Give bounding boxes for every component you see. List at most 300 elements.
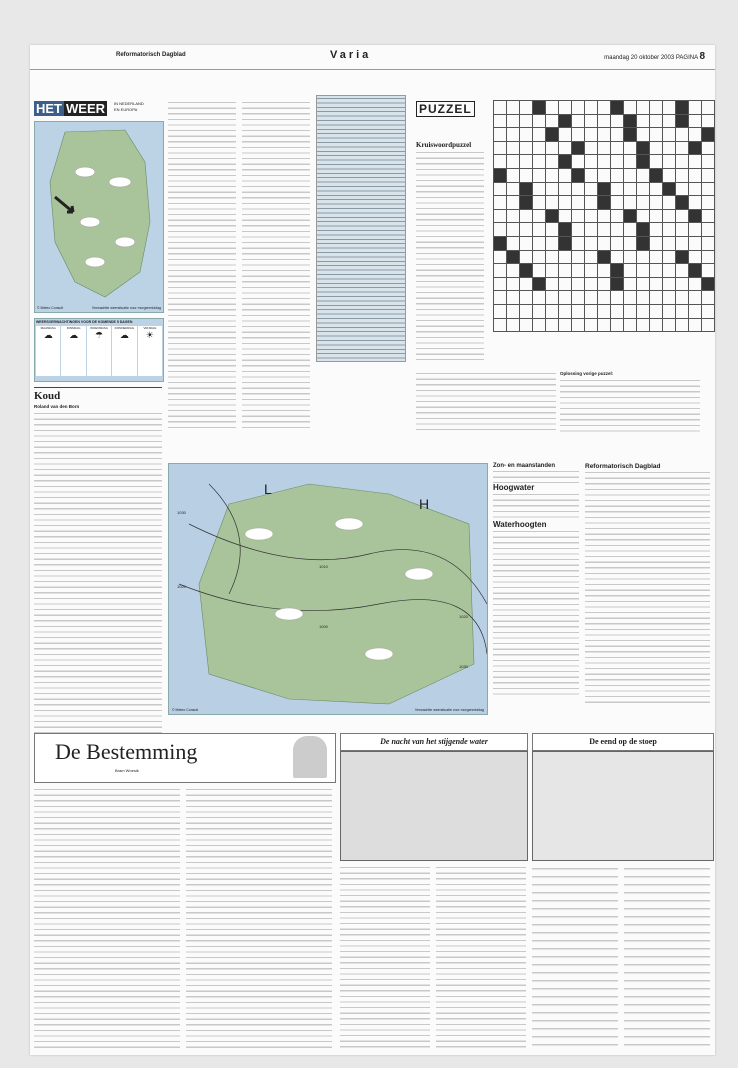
crossword-cell — [572, 277, 585, 291]
crossword-cell — [520, 128, 533, 142]
crossword-cell — [507, 209, 520, 223]
map-copyright: © Meteo Consult — [172, 708, 199, 712]
crossword-cell — [663, 264, 676, 278]
crossword-cell — [676, 318, 689, 332]
crossword-cell — [663, 168, 676, 182]
map-caption: Verwachtte weersituatie voor morgenmiddag — [91, 306, 161, 310]
crossword-cell — [533, 250, 546, 264]
crossword-cell — [650, 101, 663, 115]
crossword-cell — [624, 223, 637, 237]
crossword-cell — [663, 182, 676, 196]
eend-poem-col1 — [532, 865, 618, 1049]
nacht-title: De nacht van het stijgende water — [380, 737, 488, 746]
crossword-cell — [598, 291, 611, 305]
crossword-cell — [598, 264, 611, 278]
crossword-cell — [676, 182, 689, 196]
crossword-cell — [507, 196, 520, 210]
crossword-cell — [559, 101, 572, 115]
crossword-cell — [585, 304, 598, 318]
crossword-cell — [507, 155, 520, 169]
isobar-label: 1030 — [177, 510, 186, 515]
eend-header — [532, 733, 714, 751]
crossword-cell — [676, 264, 689, 278]
crossword-cell — [702, 304, 715, 318]
crossword-cell — [559, 223, 572, 237]
crossword-cell — [663, 114, 676, 128]
crossword-cell — [494, 236, 507, 250]
crossword-cell — [702, 223, 715, 237]
crossword-cell — [507, 101, 520, 115]
crossword-cell — [572, 304, 585, 318]
tides-title: Zon- en maanstanden — [493, 463, 556, 469]
crossword-cell — [546, 318, 559, 332]
crossword-cell — [546, 155, 559, 169]
crossword-cell — [663, 291, 676, 305]
crossword-cell — [702, 277, 715, 291]
crossword-cell — [520, 155, 533, 169]
crossword-cell — [637, 182, 650, 196]
crossword-cell — [611, 155, 624, 169]
high-pressure-label: H — [419, 496, 430, 512]
crossword-cell — [559, 114, 572, 128]
crossword-cell — [702, 209, 715, 223]
header-paper-name: Reformatorisch Dagblad — [116, 52, 186, 58]
crossword-cell — [585, 114, 598, 128]
crossword-cell — [702, 168, 715, 182]
article-title: Koud — [34, 387, 162, 402]
crossword-cell — [689, 304, 702, 318]
world-weather-table — [316, 95, 406, 362]
crossword-cell — [611, 128, 624, 142]
weather-text-col2 — [242, 100, 310, 430]
crossword-cell — [637, 101, 650, 115]
crossword-cell — [572, 196, 585, 210]
crossword-cell — [611, 250, 624, 264]
crossword-cell — [572, 318, 585, 332]
weather-text-col1 — [168, 100, 236, 430]
crossword-cell — [559, 291, 572, 305]
crossword-cell — [650, 182, 663, 196]
crossword-cell — [572, 223, 585, 237]
crossword-cell — [520, 182, 533, 196]
crossword-cell — [520, 250, 533, 264]
crossword-cell — [598, 155, 611, 169]
colophon — [585, 463, 710, 705]
puzzle-title: Kruiswoordpuzzel — [416, 141, 472, 149]
crossword-cell — [676, 114, 689, 128]
crossword-cell — [663, 128, 676, 142]
crossword-cell — [650, 155, 663, 169]
crossword-cell — [702, 128, 715, 142]
crossword-cell — [676, 101, 689, 115]
crossword-cell — [572, 101, 585, 115]
crossword-cell — [494, 291, 507, 305]
crossword-cell — [689, 209, 702, 223]
crossword-cell — [520, 304, 533, 318]
crossword-cell — [494, 182, 507, 196]
crossword-cell — [663, 196, 676, 210]
crossword-cell — [611, 141, 624, 155]
cloud-icon: ☁ — [119, 330, 129, 340]
crossword-cell — [559, 209, 572, 223]
crossword-cell — [663, 101, 676, 115]
crossword-cell — [533, 236, 546, 250]
crossword-cell — [572, 128, 585, 142]
bestemming-author: Bram Woesik — [115, 768, 139, 773]
crossword-cell — [702, 291, 715, 305]
crossword-cell — [624, 196, 637, 210]
crossword-cell — [520, 264, 533, 278]
crossword-cell — [559, 155, 572, 169]
forecast-day: DINSDAG ☁ — [61, 326, 85, 376]
cloud-icon: ☁ — [69, 330, 79, 340]
low-pressure-label: L — [264, 481, 272, 497]
crossword-cell — [494, 155, 507, 169]
crossword-cell — [624, 236, 637, 250]
crossword-cell — [572, 291, 585, 305]
crossword-cell — [676, 304, 689, 318]
crossword-cell — [676, 168, 689, 182]
crossword-cell — [559, 182, 572, 196]
crossword-cell — [533, 128, 546, 142]
crossword-cell — [650, 196, 663, 210]
crossword-cell — [637, 114, 650, 128]
crossword-cell — [663, 141, 676, 155]
crossword-cell — [494, 264, 507, 278]
crossword-cell — [702, 182, 715, 196]
eend-title: De eend op de stoep — [589, 737, 657, 746]
crossword-cell — [650, 128, 663, 142]
cloud-icon: ☁ — [43, 330, 53, 340]
crossword-cell — [624, 277, 637, 291]
crossword-cell — [546, 168, 559, 182]
crossword-cell — [611, 101, 624, 115]
crossword-cell — [559, 236, 572, 250]
crossword-cell — [663, 223, 676, 237]
forecast-day: DONDERDAG ☁ — [112, 326, 136, 376]
crossword-cell — [611, 318, 624, 332]
crossword-cell — [520, 209, 533, 223]
crossword-cell — [533, 291, 546, 305]
crossword-cell — [533, 223, 546, 237]
crossword-cell — [637, 128, 650, 142]
crossword-cell — [637, 277, 650, 291]
crossword-cell — [546, 114, 559, 128]
crossword-cell — [689, 250, 702, 264]
crossword-cell — [598, 250, 611, 264]
puzzle-clues — [416, 150, 484, 360]
crossword-cell — [507, 264, 520, 278]
crossword-cell — [637, 196, 650, 210]
crossword-cell — [572, 168, 585, 182]
crossword-cell — [689, 114, 702, 128]
crossword-cell — [533, 196, 546, 210]
sun-icon: ☀ — [145, 330, 154, 340]
crossword-cell — [611, 304, 624, 318]
crossword-cell — [572, 141, 585, 155]
crossword-cell — [572, 264, 585, 278]
crossword-cell — [507, 250, 520, 264]
crossword-cell — [637, 209, 650, 223]
crossword-cell — [546, 196, 559, 210]
crossword-cell — [546, 236, 559, 250]
crossword-cell — [507, 114, 520, 128]
crossword-cell — [676, 236, 689, 250]
crossword-cell — [702, 318, 715, 332]
crossword-cell — [585, 101, 598, 115]
crossword-cell — [520, 114, 533, 128]
crossword-cell — [624, 128, 637, 142]
crossword-cell — [533, 264, 546, 278]
crossword-cell — [676, 291, 689, 305]
rain-icon: ☂ — [94, 330, 104, 340]
crossword-cell — [637, 250, 650, 264]
crossword-cell — [650, 168, 663, 182]
crossword-cell — [520, 196, 533, 210]
crossword-cell — [650, 304, 663, 318]
crossword-cell — [520, 223, 533, 237]
crossword-cell — [533, 318, 546, 332]
crossword-cell — [663, 250, 676, 264]
forecast-title: WEERSVERWACHTINGEN VOOR DE KOMENDE 5 DAGEN — [36, 320, 133, 324]
crossword-cell — [494, 196, 507, 210]
crossword-cell — [624, 168, 637, 182]
map-copyright: © Meteo Consult — [37, 306, 64, 310]
crossword-cell — [689, 182, 702, 196]
crossword-cell — [546, 304, 559, 318]
crossword-cell — [572, 182, 585, 196]
isobar-label: 1010 — [319, 564, 328, 569]
crossword-cell — [689, 264, 702, 278]
crossword-cell — [637, 223, 650, 237]
crossword-cell — [637, 236, 650, 250]
crossword-cell — [494, 141, 507, 155]
crossword-cell — [611, 196, 624, 210]
crossword-cell — [585, 223, 598, 237]
puzzle-clues-continued — [416, 371, 556, 433]
crossword-cell — [507, 128, 520, 142]
crossword-cell — [689, 236, 702, 250]
crossword-cell — [702, 250, 715, 264]
crossword-cell — [689, 277, 702, 291]
crossword-cell — [624, 264, 637, 278]
crossword-cell — [585, 168, 598, 182]
crossword-cell — [676, 141, 689, 155]
crossword-cell — [637, 318, 650, 332]
crossword-cell — [559, 141, 572, 155]
crossword-cell — [702, 114, 715, 128]
crossword-cell — [637, 155, 650, 169]
crossword-cell — [572, 236, 585, 250]
crossword-cell — [702, 264, 715, 278]
crossword-cell — [598, 101, 611, 115]
crossword-cell — [520, 141, 533, 155]
crossword-cell — [624, 318, 637, 332]
crossword-cell — [559, 277, 572, 291]
crossword-cell — [533, 168, 546, 182]
crossword-cell — [650, 236, 663, 250]
crossword-cell — [520, 318, 533, 332]
crossword-cell — [689, 223, 702, 237]
crossword-cell — [611, 209, 624, 223]
isobar-label: 1020 — [177, 584, 186, 589]
crossword-cell — [507, 168, 520, 182]
page-header — [30, 45, 715, 70]
solution-text — [560, 378, 700, 433]
crossword-cell — [585, 264, 598, 278]
crossword-cell — [572, 114, 585, 128]
crossword-cell — [598, 223, 611, 237]
crossword-cell — [663, 209, 676, 223]
crossword-cell — [611, 236, 624, 250]
forecast-day: MAANDAG ☁ — [36, 326, 60, 376]
crossword-cell — [637, 264, 650, 278]
crossword-cell — [533, 101, 546, 115]
crossword-cell — [494, 223, 507, 237]
crossword-cell — [689, 141, 702, 155]
crossword-cell — [598, 277, 611, 291]
crossword-cell — [559, 196, 572, 210]
isobar-label: 1030 — [459, 664, 468, 669]
crossword-cell — [559, 250, 572, 264]
crossword-cell — [585, 250, 598, 264]
author-portrait — [293, 736, 327, 778]
crossword-cell — [559, 304, 572, 318]
crossword-cell — [533, 209, 546, 223]
bestemming-col2 — [186, 787, 332, 1049]
weather-logo: HET WEER IN NEDERLAND EN EUROPA — [36, 101, 144, 116]
puzzle-logo: PUZZEL — [416, 100, 486, 116]
crossword-cell — [572, 250, 585, 264]
crossword-cell — [494, 168, 507, 182]
crossword-cell — [533, 114, 546, 128]
crossword-cell — [585, 182, 598, 196]
nacht-header — [340, 733, 528, 751]
crossword-cell — [585, 128, 598, 142]
crossword-cell — [494, 114, 507, 128]
crossword-cell — [494, 277, 507, 291]
crossword-cell — [585, 236, 598, 250]
crossword-cell — [507, 223, 520, 237]
crossword-cell — [507, 304, 520, 318]
crossword-cell — [637, 291, 650, 305]
bestemming-col1 — [34, 787, 180, 1049]
crossword-cell — [520, 291, 533, 305]
eend-illustration — [532, 751, 714, 861]
crossword-cell — [624, 182, 637, 196]
crossword-cell — [689, 168, 702, 182]
crossword-cell — [702, 155, 715, 169]
crossword-cell — [689, 155, 702, 169]
crossword-cell — [585, 196, 598, 210]
article-author: Roland van den Born — [34, 404, 80, 409]
crossword-cell — [533, 182, 546, 196]
crossword-grid — [493, 100, 715, 332]
crossword-cell — [520, 236, 533, 250]
crossword-cell — [611, 168, 624, 182]
crossword-cell — [572, 209, 585, 223]
crossword-cell — [598, 196, 611, 210]
crossword-cell — [598, 168, 611, 182]
header-date: maandag 20 oktober 2003 PAGINA 8 — [604, 51, 705, 62]
article-body — [34, 411, 162, 751]
crossword-cell — [702, 196, 715, 210]
crossword-cell — [689, 196, 702, 210]
crossword-cell — [676, 209, 689, 223]
weather-article — [34, 387, 162, 751]
crossword-cell — [598, 209, 611, 223]
crossword-cell — [559, 318, 572, 332]
crossword-cell — [663, 155, 676, 169]
crossword-cell — [676, 277, 689, 291]
crossword-cell — [494, 250, 507, 264]
crossword-cell — [598, 304, 611, 318]
crossword-cell — [702, 236, 715, 250]
crossword-cell — [520, 277, 533, 291]
crossword-cell — [598, 141, 611, 155]
crossword-cell — [624, 209, 637, 223]
eend-poem-col2 — [624, 865, 710, 1049]
crossword-cell — [598, 128, 611, 142]
crossword-cell — [676, 223, 689, 237]
bestemming-header — [34, 733, 336, 783]
crossword-cell — [689, 318, 702, 332]
forecast-day: WOENSDAG ☂ — [87, 326, 111, 376]
crossword-cell — [650, 291, 663, 305]
crossword-cell — [637, 141, 650, 155]
crossword-cell — [494, 318, 507, 332]
crossword-cell — [507, 182, 520, 196]
crossword-cell — [546, 277, 559, 291]
crossword-cell — [650, 141, 663, 155]
crossword-cell — [585, 291, 598, 305]
crossword-cell — [650, 277, 663, 291]
map-caption: Verwachtte weersituatie voor morgenmiddag — [414, 708, 484, 712]
crossword-cell — [494, 101, 507, 115]
crossword-cell — [624, 250, 637, 264]
crossword-cell — [676, 196, 689, 210]
crossword-cell — [533, 304, 546, 318]
crossword-cell — [611, 277, 624, 291]
crossword-cell — [689, 291, 702, 305]
crossword-cell — [507, 236, 520, 250]
nacht-illustration — [340, 751, 528, 861]
crossword-cell — [546, 250, 559, 264]
crossword-cell — [611, 223, 624, 237]
crossword-cell — [676, 250, 689, 264]
netherlands-map-graphic — [35, 122, 163, 312]
crossword-cell — [650, 114, 663, 128]
crossword-cell — [494, 209, 507, 223]
crossword-cell — [624, 155, 637, 169]
crossword-cell — [650, 264, 663, 278]
crossword-cell — [520, 101, 533, 115]
crossword-cell — [572, 155, 585, 169]
crossword-cell — [663, 236, 676, 250]
crossword-cell — [533, 277, 546, 291]
tides-section — [493, 463, 579, 699]
crossword-cell — [676, 155, 689, 169]
crossword-cell — [624, 291, 637, 305]
crossword-cell — [494, 128, 507, 142]
crossword-cell — [637, 304, 650, 318]
crossword-cell — [559, 264, 572, 278]
europe-map-graphic — [169, 464, 487, 714]
crossword-cell — [702, 101, 715, 115]
crossword-cell — [650, 250, 663, 264]
crossword-cell — [689, 128, 702, 142]
netherlands-weather-map — [34, 121, 164, 313]
